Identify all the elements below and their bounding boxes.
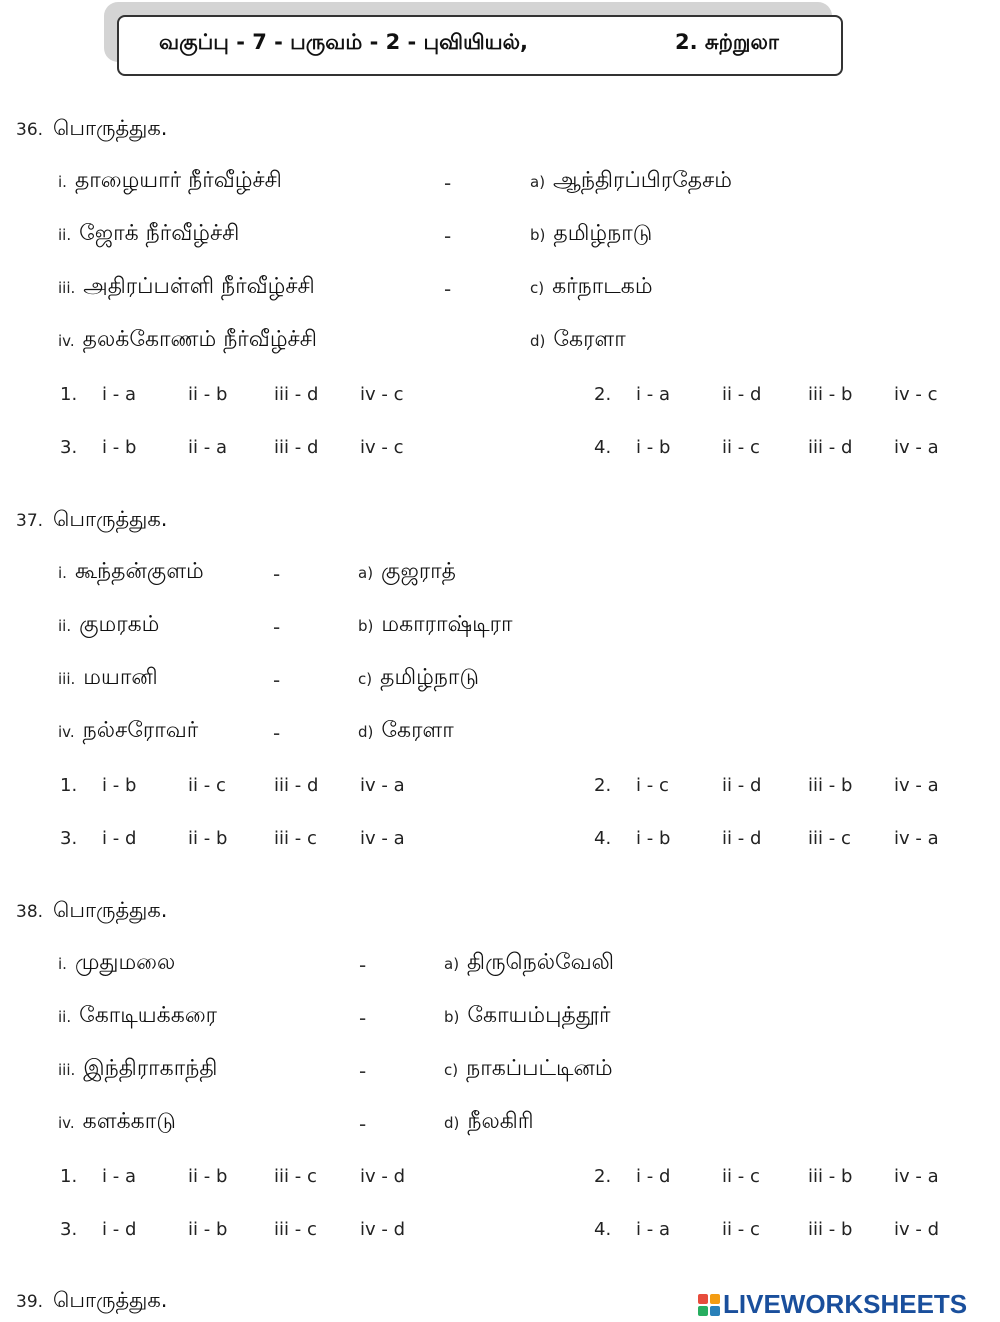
option-pair: ii - c <box>188 775 226 796</box>
match-row-right <box>530 168 732 196</box>
option-pair: iv - d <box>360 1166 406 1187</box>
row-dash: - <box>444 171 452 195</box>
option-pair: iii - d <box>274 437 319 458</box>
option-pair: iv - a <box>360 775 405 796</box>
option-pair: i - d <box>102 1219 137 1240</box>
row-dash: - <box>273 668 281 692</box>
option-pair: i - c <box>636 775 669 796</box>
question-title: பொருத்துக. <box>53 1288 168 1312</box>
question-heading <box>16 116 167 143</box>
row-dash: - <box>359 1112 367 1136</box>
match-row <box>58 718 198 746</box>
question-heading <box>16 1288 167 1315</box>
liveworksheets-logo[interactable] <box>698 1289 968 1319</box>
option-pair: i - a <box>102 1166 136 1187</box>
row-left-text: கோடியக்கரை <box>79 1003 217 1028</box>
answer-option-1[interactable] <box>60 775 405 796</box>
answer-option-2[interactable] <box>594 1166 939 1187</box>
row-left-text: நல்சரோவர் <box>82 718 199 743</box>
row-right-text: நாகப்பட்டினம் <box>466 1056 613 1081</box>
row-left-text: முதுமலை <box>74 950 176 975</box>
row-dash: - <box>444 224 452 248</box>
match-row-right <box>358 559 456 587</box>
header-box <box>117 15 843 76</box>
question-heading <box>16 507 167 534</box>
row-left-text: அதிரப்பள்ளி நீர்வீழ்ச்சி <box>83 274 315 299</box>
option-pair: iii - d <box>274 384 319 405</box>
option-pair: iii - d <box>808 437 853 458</box>
option-number: 2. <box>594 775 612 796</box>
row-right-text: கோயம்புத்தூர் <box>467 1003 611 1028</box>
row-dash: - <box>359 1059 367 1083</box>
question-title: பொருத்துக. <box>53 507 168 531</box>
match-row <box>58 1003 217 1031</box>
logo-square-red <box>698 1294 708 1304</box>
row-dash: - <box>359 1006 367 1030</box>
option-pair: ii - b <box>188 828 228 849</box>
answer-option-1[interactable] <box>60 384 404 405</box>
option-pair: i - a <box>102 384 136 405</box>
row-right-text: கேரளா <box>553 327 626 352</box>
option-number: 1. <box>60 775 78 796</box>
row-left-text: குமரகம் <box>79 612 160 637</box>
row-number: ii. <box>58 1008 72 1026</box>
option-pair: ii - d <box>722 775 762 796</box>
option-pair: iii - b <box>808 1166 853 1187</box>
option-number: 3. <box>60 437 78 458</box>
option-pair: i - a <box>636 384 670 405</box>
question-title: பொருத்துக. <box>53 116 168 140</box>
answer-option-3[interactable] <box>60 1219 405 1240</box>
row-left-text: ஜோக் நீர்வீழ்ச்சி <box>79 221 240 246</box>
option-pair: iv - a <box>894 1166 939 1187</box>
option-pair: iii - c <box>274 1219 317 1240</box>
option-pair: iii - c <box>274 1166 317 1187</box>
row-right-text: கர்நாடகம் <box>552 274 653 299</box>
row-dash: - <box>359 953 367 977</box>
option-pair: ii - d <box>722 384 762 405</box>
row-dash: - <box>273 562 281 586</box>
option-pair: iv - a <box>894 437 939 458</box>
row-right-text: குஜராத் <box>381 559 457 584</box>
match-row <box>58 559 204 587</box>
option-number: 4. <box>594 828 612 849</box>
liveworksheets-logo-icon <box>698 1294 720 1316</box>
logo-square-green <box>698 1306 708 1316</box>
match-row-right <box>358 665 479 693</box>
row-right-text: நீலகிரி <box>467 1109 534 1134</box>
option-pair: iv - a <box>894 775 939 796</box>
option-pair: iv - a <box>894 828 939 849</box>
answer-option-2[interactable] <box>594 775 939 796</box>
row-letter: d) <box>530 332 546 350</box>
option-pair: i - b <box>636 437 671 458</box>
option-number: 4. <box>594 437 612 458</box>
option-pair: iii - b <box>808 1219 853 1240</box>
option-pair: iv - c <box>360 437 404 458</box>
option-pair: iii - b <box>808 775 853 796</box>
row-letter: b) <box>444 1008 460 1026</box>
row-right-text: ஆந்திரப்பிரதேசம் <box>553 168 733 193</box>
option-pair: i - a <box>636 1219 670 1240</box>
option-number: 4. <box>594 1219 612 1240</box>
answer-option-1[interactable] <box>60 1166 405 1187</box>
option-pair: ii - a <box>188 437 227 458</box>
row-number: i. <box>58 955 67 973</box>
option-pair: ii - c <box>722 1166 760 1187</box>
row-left-text: இந்திராகாந்தி <box>83 1056 218 1081</box>
option-pair: ii - b <box>188 384 228 405</box>
option-number: 1. <box>60 384 78 405</box>
row-number: iv. <box>58 1114 75 1132</box>
match-row <box>58 221 239 249</box>
answer-option-2[interactable] <box>594 384 938 405</box>
option-number: 1. <box>60 1166 78 1187</box>
row-letter: d) <box>444 1114 460 1132</box>
answer-option-4[interactable] <box>594 1219 939 1240</box>
match-row <box>58 1056 217 1084</box>
row-letter: a) <box>444 955 460 973</box>
option-pair: i - b <box>102 775 137 796</box>
row-right-text: தமிழ்நாடு <box>380 665 480 690</box>
option-pair: iii - c <box>808 828 851 849</box>
option-pair: iv - c <box>894 384 938 405</box>
match-row-right <box>444 1003 611 1031</box>
option-number: 2. <box>594 1166 612 1187</box>
row-left-text: மயானி <box>83 665 158 690</box>
match-row <box>58 327 317 355</box>
row-letter: b) <box>530 226 546 244</box>
match-row-right <box>530 327 626 355</box>
row-letter: b) <box>358 617 374 635</box>
match-row <box>58 612 159 640</box>
answer-option-4[interactable] <box>594 437 939 458</box>
question-heading <box>16 898 167 925</box>
match-row <box>58 950 175 978</box>
question-number: 37. <box>16 511 44 531</box>
row-number: iii. <box>58 1061 76 1079</box>
answer-option-4[interactable] <box>594 828 939 849</box>
logo-square-blue <box>710 1306 720 1316</box>
row-dash: - <box>444 277 452 301</box>
row-right-text: தமிழ்நாடு <box>553 221 653 246</box>
row-number: i. <box>58 173 67 191</box>
match-row-right <box>530 274 653 302</box>
match-row-right <box>444 950 614 978</box>
row-letter: d) <box>358 723 374 741</box>
match-row-right <box>358 718 454 746</box>
row-number: iv. <box>58 332 75 350</box>
question-title: பொருத்துக. <box>53 898 168 922</box>
match-row-right <box>444 1056 613 1084</box>
row-letter: c) <box>358 670 373 688</box>
option-pair: iv - d <box>360 1219 406 1240</box>
question-number: 38. <box>16 902 44 922</box>
row-left-text: தாழையார் நீர்வீழ்ச்சி <box>74 168 282 193</box>
option-number: 3. <box>60 828 78 849</box>
option-pair: iii - c <box>274 828 317 849</box>
option-pair: iv - c <box>360 384 404 405</box>
option-pair: ii - c <box>722 1219 760 1240</box>
row-letter: c) <box>444 1061 459 1079</box>
answer-option-3[interactable] <box>60 437 404 458</box>
option-pair: i - d <box>102 828 137 849</box>
option-pair: iii - b <box>808 384 853 405</box>
option-pair: iv - d <box>894 1219 940 1240</box>
header-chapter: 2. சுற்றுலா <box>675 30 779 54</box>
row-right-text: கேரளா <box>381 718 454 743</box>
row-number: iv. <box>58 723 75 741</box>
row-left-text: தலக்கோணம் நீர்வீழ்ச்சி <box>82 327 317 352</box>
row-left-text: கூந்தன்குளம் <box>74 559 204 584</box>
option-pair: ii - b <box>188 1166 228 1187</box>
match-row-right <box>530 221 652 249</box>
row-right-text: மகாராஷ்டிரா <box>381 612 513 637</box>
row-dash: - <box>273 721 281 745</box>
header-title: வகுப்பு - 7 - பருவம் - 2 - புவியியல், <box>159 30 529 54</box>
row-left-text: களக்காடு <box>82 1109 176 1134</box>
row-number: i. <box>58 564 67 582</box>
option-pair: i - d <box>636 1166 671 1187</box>
row-right-text: திருநெல்வேலி <box>467 950 615 975</box>
match-row <box>58 168 282 196</box>
match-row-right <box>444 1109 534 1137</box>
row-number: iii. <box>58 670 76 688</box>
option-pair: i - b <box>636 828 671 849</box>
option-pair: iii - d <box>274 775 319 796</box>
option-pair: iv - a <box>360 828 405 849</box>
logo-square-orange <box>710 1294 720 1304</box>
row-letter: a) <box>530 173 546 191</box>
row-number: ii. <box>58 617 72 635</box>
row-number: iii. <box>58 279 76 297</box>
option-pair: ii - b <box>188 1219 228 1240</box>
match-row <box>58 274 315 302</box>
row-dash: - <box>273 615 281 639</box>
option-number: 2. <box>594 384 612 405</box>
row-number: ii. <box>58 226 72 244</box>
match-row <box>58 1109 176 1137</box>
question-number: 39. <box>16 1292 44 1312</box>
answer-option-3[interactable] <box>60 828 405 849</box>
option-pair: ii - c <box>722 437 760 458</box>
match-row <box>58 665 158 693</box>
row-letter: c) <box>530 279 545 297</box>
row-letter: a) <box>358 564 374 582</box>
option-number: 3. <box>60 1219 78 1240</box>
logo-text: LIVEWORKSHEETS <box>723 1289 968 1319</box>
option-pair: i - b <box>102 437 137 458</box>
option-pair: ii - d <box>722 828 762 849</box>
match-row-right <box>358 612 513 640</box>
question-number: 36. <box>16 120 44 140</box>
